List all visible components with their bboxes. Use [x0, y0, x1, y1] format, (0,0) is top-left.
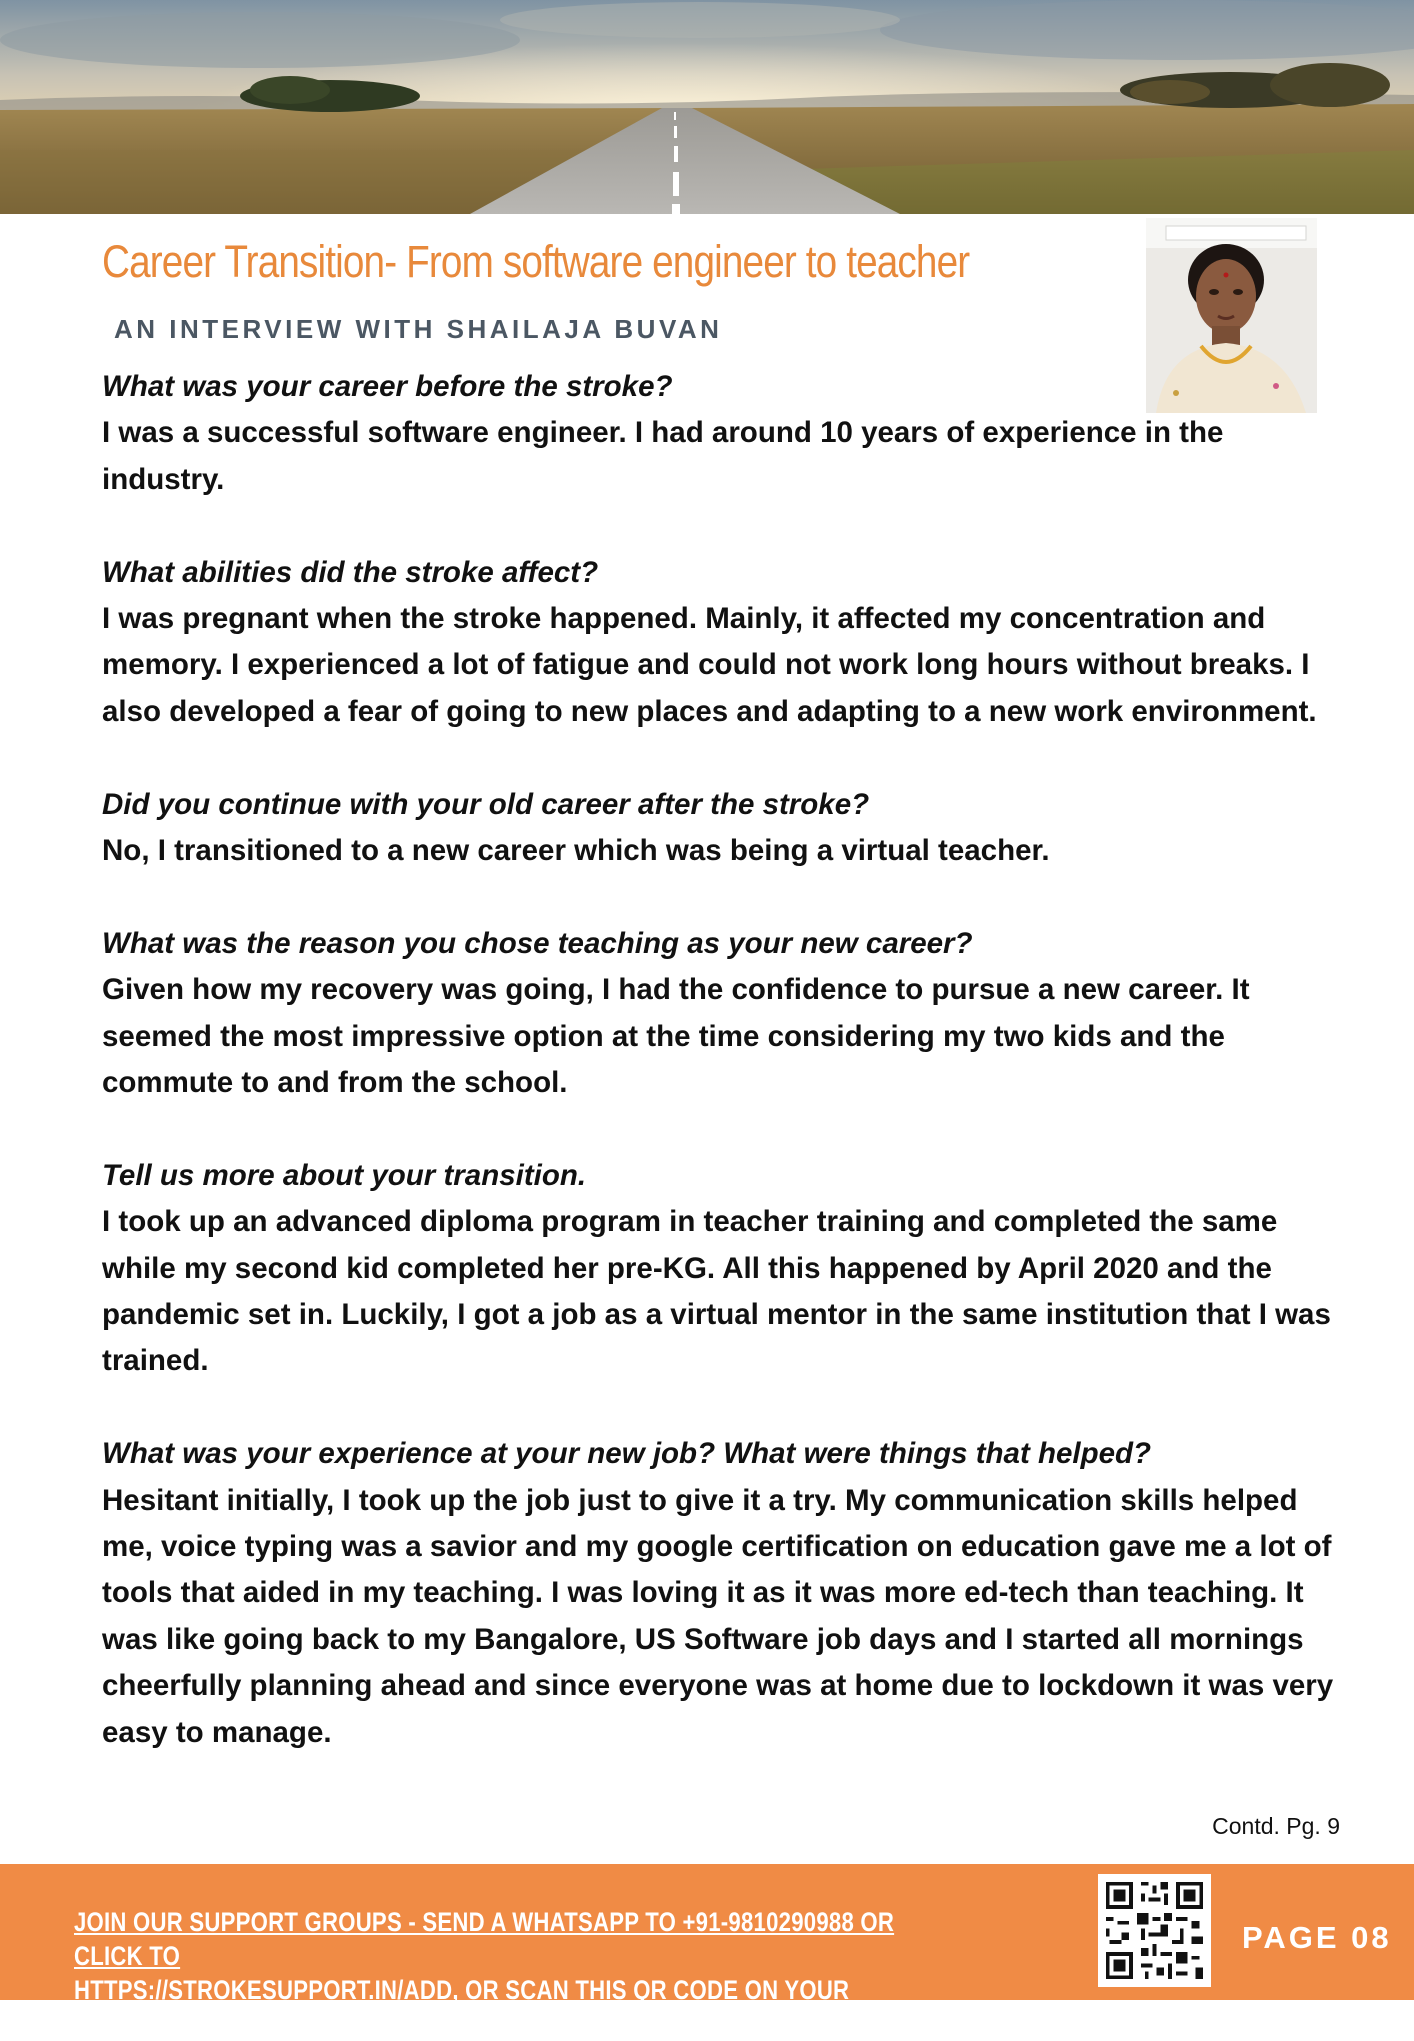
qr-code[interactable] — [1098, 1874, 1211, 1987]
qa-item — [102, 1153, 1342, 1385]
header-road-photo — [0, 0, 1414, 214]
question: Tell us more about your transition. — [102, 1158, 587, 1192]
qa-item — [102, 921, 1342, 1107]
qa-item — [102, 782, 1342, 875]
article-title: Career Transition- From software engineer to teacher — [102, 236, 970, 287]
answer: I was a successful software engineer. I had around 10 years of experience in the industry. — [102, 416, 1224, 496]
answer: No, I transitioned to a new career which was being a virtual teacher. — [102, 834, 1050, 868]
answer: I was pregnant when the stroke happened. Mainly, it affected my concentration and memory. I experienced a lot of fatigue and could not work long hours without breaks. I also developed a fear of going to new places and adapting to a new work environment. — [102, 602, 1317, 728]
qa-item — [102, 550, 1342, 736]
support-line-1[interactable]: JOIN OUR SUPPORT GROUPS - SEND A WHATSAPP TO +91-9810290988 OR CLICK TO — [74, 1907, 895, 1971]
interview-body — [102, 364, 1342, 1756]
qa-item — [102, 364, 1342, 503]
question: What abilities did the stroke affect? — [102, 555, 599, 589]
support-group-link[interactable] — [74, 1905, 902, 2041]
answer: I took up an advanced diploma program in teacher training and completed the same while my second kid completed her pre-KG. All this happened by April 2020 and the pandemic set in. Luckily, I got a job as a virtual mentor in the same institution that I was trained. — [102, 1205, 1331, 1378]
question: Did you continue with your old career after the stroke? — [102, 787, 870, 821]
qa-item — [102, 1431, 1342, 1756]
question: What was the reason you chose teaching as your new career? — [102, 926, 973, 960]
answer: Given how my recovery was going, I had the confidence to pursue a new career. It seemed the most impressive option at the time considering my two kids and the commute to and from the school. — [102, 973, 1250, 1100]
page-number: PAGE 08 — [1242, 1920, 1392, 1955]
answer: Hesitant initially, I took up the job just to give it a try. My communication skills helped me, voice typing was a savior and my google certification on education gave me a lot of tools that aided in my teaching. I was loving it as it was more ed-tech than teaching. It was like going back to my Bangalore, US Software job days and I started all mornings cheerfully planning ahead and since everyone was at home due to lockdown it was very easy to manage. — [102, 1483, 1334, 1749]
question: What was your career before the stroke? — [102, 370, 673, 403]
article-subtitle: AN INTERVIEW WITH SHAILAJA BUVAN — [114, 314, 723, 344]
question: What was your experience at your new job? What were things that helped? — [102, 1437, 1152, 1471]
continued-note: Contd. Pg. 9 — [1212, 1813, 1340, 1839]
support-line-2[interactable]: HTTPS://STROKESUPPORT.IN/ADD, OR SCAN THIS QR CODE ON YOUR MOBILE ! — [74, 1975, 850, 2039]
